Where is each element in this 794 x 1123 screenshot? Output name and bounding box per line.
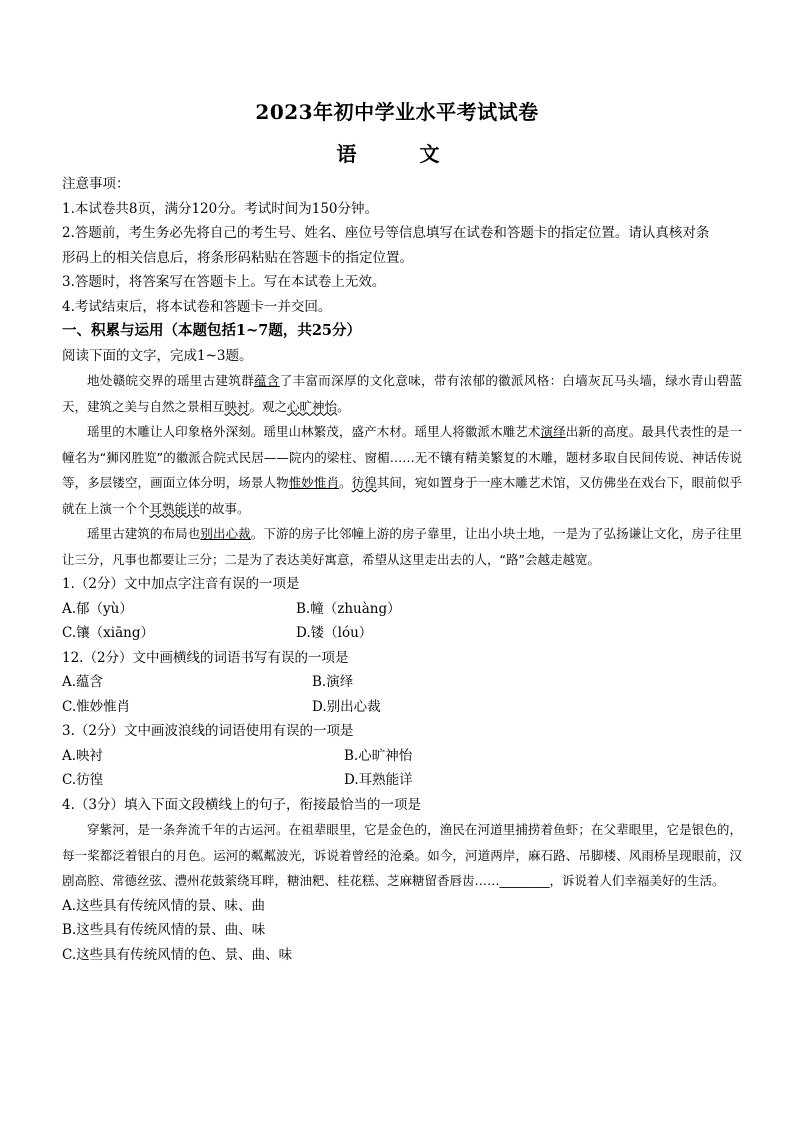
wavy-word: 映衬 [224, 398, 250, 414]
notes-item: 形码上的相关信息后，将条形码粘贴在答题卡的指定位置。 [62, 249, 413, 266]
passage-paragraph-1 [62, 368, 742, 419]
question-1-options-row [62, 621, 742, 646]
text: 瑶里古建筑的布局也 [87, 526, 201, 541]
question-3-options-row [62, 768, 742, 793]
option-a: A.这些具有传统风情的景、味、曲 [62, 897, 266, 914]
text: 。下游的房子比邻幢上游的房子靠里，让出小块土地，一是为了弘扬谦让文化，房子往里让三分，凡事也都要让三分；二是为了表达美好寓意，希望从这里走出去的人，“路”会越走越宽。 [62, 526, 742, 567]
question-1-options-row [62, 597, 742, 622]
option-c: C.彷徨 [62, 772, 104, 788]
underlined-word: 蕴含 [254, 373, 280, 388]
question-2-stem: 12.（2分）文中画横线的词语书写有误的一项是 [62, 649, 349, 666]
option-a: A.映衬 [62, 747, 104, 764]
question-1-stem: 1.（2分）文中加点字注音有误的一项是 [62, 576, 300, 592]
text: 的故事。 [199, 500, 250, 516]
notes-item: 3.答题时，将答案写在答题卡上。写在本试卷上无效。 [62, 274, 386, 290]
underlined-word: 别出心裁 [200, 526, 251, 541]
option-d: D.别出心裁 [312, 698, 381, 715]
question-2-options-row [62, 695, 742, 720]
option-b: B.演绎 [312, 674, 354, 690]
option-d: D.镂（lóu） [296, 625, 373, 641]
question-4-stem: 4.（3分）填入下面文段横线上的句子，衔接最恰当的一项是 [62, 796, 421, 813]
option-b: B.这些具有传统风情的景、曲、味 [62, 922, 266, 938]
wavy-word: 心旷神怡 [287, 398, 338, 414]
option-a: A.郁（yù） [62, 600, 133, 617]
option-b: B.心旷神怡 [344, 747, 413, 764]
section-intro: 阅读下面的文字，完成1~3题。 [62, 347, 253, 364]
option-a: A.蕴含 [62, 674, 104, 690]
text: 。 [337, 398, 350, 414]
question-4-passage: 穿紫河，是一条奔流千年的古运河。在祖辈眼里，它是金色的，渔民在河道里捕捞着鱼虾；在父辈眼里，它是银色的，每一桨都泛着银白的月色。运河的粼粼波光，诉说着曾经的沧桑。如今，河道两岸，麻石路、吊脚楼、风雨桥呈现眼前，汉剧高腔、常德丝弦、澧州花鼓萦绕耳畔，糖油粑、桂花糕、芝麻糖留香唇齿……________，诉说着人们幸福美好的生活。 [62, 822, 742, 888]
option-c: C.这些具有传统风情的色、景、曲、味 [62, 946, 293, 963]
notes-item: 2.答题前，考生务必先将自己的考生号、姓名、座位号等信息填写在试卷和答题卡的指定位置。请认真核对条 [62, 225, 710, 241]
option-c: C.镶（xiāng） [62, 625, 154, 641]
question-3-stem: 3.（2分）文中画波浪线的词语使用有误的一项是 [62, 723, 354, 739]
option-c: C.惟妙惟肖 [62, 698, 131, 715]
passage-paragraph-2 [62, 419, 742, 521]
text: 其间，宛如置身于一座木雕艺术馆，又仿佛坐在戏台下，眼前似乎就在上演一个个 [62, 475, 742, 516]
notes-item: 4.考试结束后，将本试卷和答题卡一并交回。 [62, 298, 332, 315]
subject-title: 语 文 [336, 142, 458, 166]
passage-paragraph-3 [62, 521, 742, 572]
text: 瑶里的木雕让人印象格外深刻。瑶里山林繁茂，盛产木材。瑶里人将徽派木雕艺术 [87, 424, 541, 439]
underlined-word: 惟妙惟肖 [288, 475, 340, 490]
underlined-word: 演绎 [540, 424, 566, 439]
wavy-word: 耳熟能详 [149, 500, 200, 516]
exam-title: 2023年初中学业水平考试试卷 [255, 100, 539, 124]
option-d: D.耳熟能详 [344, 772, 413, 788]
notes-item: 1.本试卷共8页，满分120分。考试时间为150分钟。 [62, 200, 379, 217]
text: 了丰富而深厚的文化意味，带有浓郁的徽派风格：白墙灰瓦马头墙，绿水青山碧蓝天，建筑之美与自然之景相互 [62, 373, 742, 414]
text: 出新的高度。最具代表性的是一幢名为“狮冈胜览”的徽派合院式民居——院内的梁柱、窗楣……无不镶有精美繁复的木雕，题材多取自民间传说、神话传说等，多层镂空，画面立体分明，场景人物 [62, 424, 742, 490]
wavy-word: 彷徨 [351, 475, 377, 490]
text: 。 [339, 475, 352, 490]
text: 。观之 [249, 398, 288, 414]
question-3-options-row [62, 744, 742, 769]
option-b: B.幢（zhuàng） [296, 600, 401, 617]
notes-heading: 注意事项： [62, 176, 130, 192]
question-2-options-row [62, 670, 742, 695]
section-heading: 一、积累与运用（本题包括1~7题，共25分） [62, 322, 362, 339]
text: 地处赣皖交界的瑶里古建筑群 [87, 373, 255, 388]
exam-content [62, 172, 742, 967]
